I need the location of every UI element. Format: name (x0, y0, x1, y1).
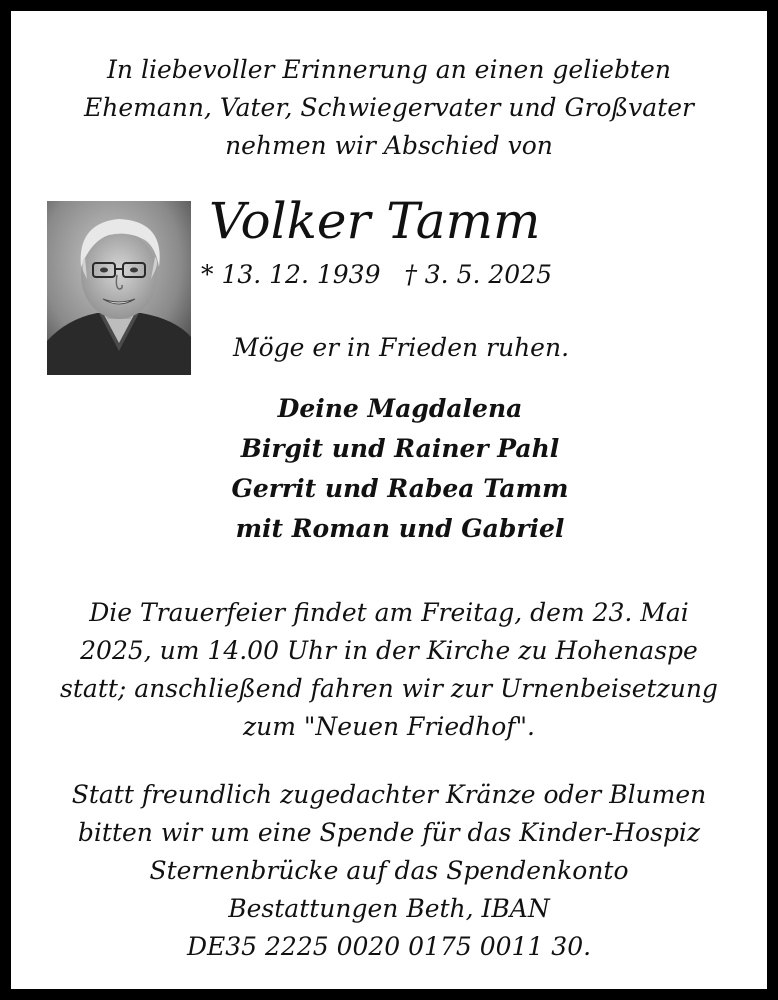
birth-date: * 13. 12. 1939 (201, 260, 381, 289)
intro-line: nehmen wir Abschied von (225, 131, 553, 160)
ceremony-info (31, 594, 747, 746)
intro-line: In liebevoller Erinnerung an einen geliebten (107, 55, 671, 84)
portrait-photo (47, 201, 191, 375)
deceased-name: Volker Tamm (209, 192, 541, 250)
ceremony-line: statt; anschließend fahren wir zur Urnenbeisetzung (60, 674, 718, 703)
ceremony-line: 2025, um 14.00 Uhr in der Kirche zu Hohenaspe (80, 636, 698, 665)
ceremony-line: zum "Neuen Friedhof". (243, 712, 535, 741)
rest-in-peace-text: Möge er in Frieden ruhen. (232, 333, 570, 362)
ceremony-line: Die Trauerfeier findet am Freitag, dem 23. Mai (89, 598, 689, 627)
donation-line: Sternenbrücke auf das Spendenkonto (149, 856, 629, 885)
donation-line: bitten wir um eine Spende für das Kinder-Hospiz (77, 818, 701, 847)
mourner-line: Gerrit und Rabea Tamm (231, 474, 569, 503)
mourner-line: Deine Magdalena (277, 394, 523, 423)
mourner-line: Birgit und Rainer Pahl (240, 434, 560, 463)
mourners-list (161, 389, 639, 549)
mourner-line: mit Roman und Gabriel (235, 514, 565, 543)
donation-line: Statt freundlich zugedachter Kränze oder Blumen (71, 780, 707, 809)
donation-info (31, 776, 747, 966)
intro-line: Ehemann, Vater, Schwiegervater und Großvater (83, 93, 695, 122)
death-date: † 3. 5. 2025 (404, 260, 552, 289)
life-dates (201, 259, 552, 291)
iban-line: DE35 2225 0020 0175 0011 30. (186, 932, 592, 961)
intro-text (31, 51, 747, 165)
donation-line: Bestattungen Beth, IBAN (228, 894, 550, 923)
